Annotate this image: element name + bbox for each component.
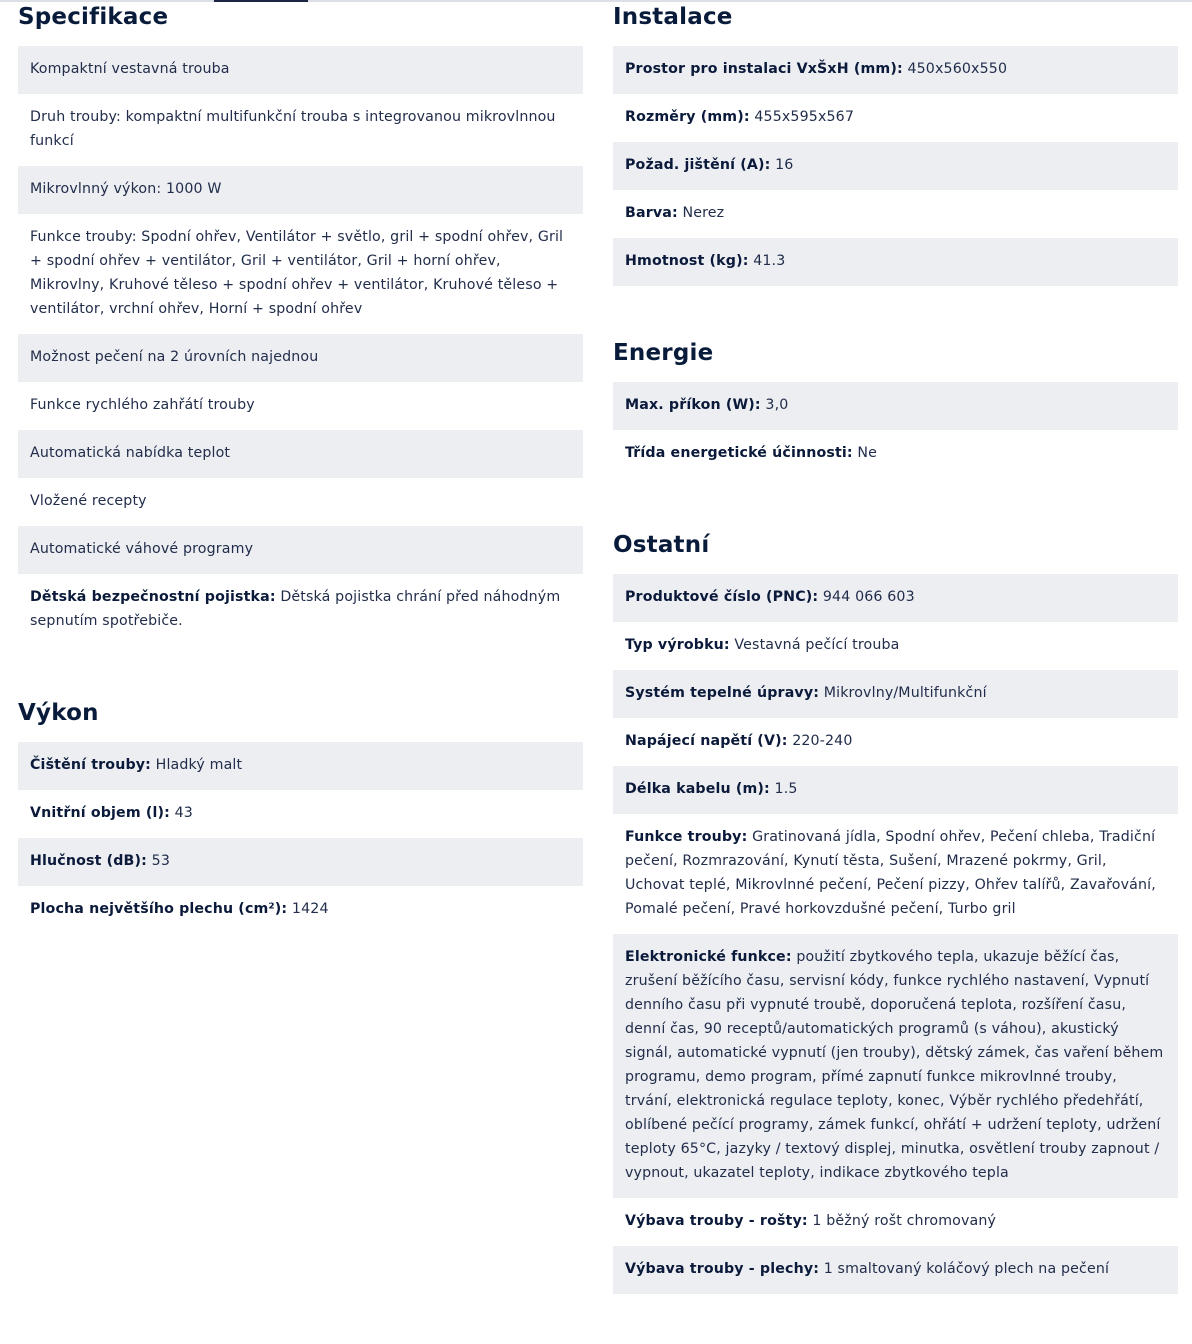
spec-label: Požad. jištění (A): (625, 157, 771, 173)
spec-value: 53 (146, 853, 170, 869)
spec-row (18, 46, 583, 94)
spec-label: Plocha největšího plechu (cm²): (30, 901, 288, 917)
spec-row (18, 838, 583, 886)
spec-label: Rozměry (mm): (625, 109, 750, 125)
spec-row (613, 46, 1178, 94)
spec-row (613, 574, 1178, 622)
spec-label: Elektronické funkce: (625, 949, 792, 965)
spec-row (613, 430, 1178, 478)
spec-label: Napájecí napětí (V): (625, 733, 788, 749)
spec-label: Výbava trouby - plechy: (625, 1261, 820, 1277)
spec-label: Produktové číslo (PNC): (625, 589, 819, 605)
spec-list-ostatni (613, 574, 1178, 1294)
spec-label: Typ výrobku: (625, 637, 730, 653)
spec-row (613, 718, 1178, 766)
spec-value: Hladký malt (150, 757, 243, 773)
spec-value: Kompaktní vestavná trouba (30, 61, 230, 77)
spec-value: Vestavná pečící trouba (729, 637, 900, 653)
spec-value: Možnost pečení na 2 úrovních najednou (30, 349, 319, 365)
section-title-specifikace: Specifikace (18, 4, 169, 30)
section-title-vykon: Výkon (18, 700, 99, 726)
spec-row (18, 790, 583, 838)
spec-value: 3,0 (760, 397, 789, 413)
spec-row (613, 622, 1178, 670)
spec-value: Automatické váhové programy (30, 541, 254, 557)
spec-value: 16 (770, 157, 794, 173)
spec-value: 41.3 (748, 253, 786, 269)
spec-label: Hmotnost (kg): (625, 253, 749, 269)
spec-value: Mikrovlnný výkon: 1000 W (30, 181, 222, 197)
spec-row (613, 142, 1178, 190)
spec-label: Prostor pro instalaci VxŠxH (mm): (625, 61, 903, 77)
spec-label: Hlučnost (dB): (30, 853, 147, 869)
spec-value: 43 (169, 805, 193, 821)
spec-label: Max. příkon (W): (625, 397, 761, 413)
section-instalace (613, 0, 1178, 286)
spec-row (613, 190, 1178, 238)
spec-label: Třída energetické účinnosti: (625, 445, 853, 461)
spec-value: Funkce rychlého zahřátí trouby (30, 397, 255, 413)
right-column (613, 0, 1178, 1344)
spec-value: Druh trouby: kompaktní multifunkční trouba s integrovanou mikrovlnnou funkcí (30, 109, 556, 149)
spec-value: Gratinovaná jídla, Spodní ohřev, Pečení chleba, Tradiční pečení, Rozmrazování, Kynutí těsta, Sušení, Mrazené pokrmy, Gril, Uchovat teplé, Mikrovlnné pečení, Pečení pizzy, Ohřev talířů, Zavařování, Pomalé pečení, Pravé horkovzdušné pečení, Turbo gril (625, 829, 1156, 917)
spec-list-energie (613, 382, 1178, 478)
spec-row (613, 814, 1178, 934)
spec-row (613, 670, 1178, 718)
spec-value: 1.5 (769, 781, 798, 797)
section-specifikace (18, 0, 583, 646)
spec-row (18, 382, 583, 430)
spec-row (18, 214, 583, 334)
spec-label: Délka kabelu (m): (625, 781, 770, 797)
section-ostatni (613, 528, 1178, 1294)
spec-row (18, 478, 583, 526)
spec-row (18, 742, 583, 790)
spec-label: Dětská bezpečnostní pojistka: (30, 589, 276, 605)
spec-row (18, 166, 583, 214)
spec-row (18, 94, 583, 166)
spec-value: 1424 (287, 901, 329, 917)
spec-label: Výbava trouby - rošty: (625, 1213, 808, 1229)
spec-value: 450x560x550 (902, 61, 1008, 77)
spec-list-specifikace (18, 46, 583, 646)
spec-list-vykon (18, 742, 583, 934)
spec-value: 220-240 (787, 733, 853, 749)
spec-row (613, 766, 1178, 814)
spec-label: Barva: (625, 205, 678, 221)
spec-value: Vložené recepty (30, 493, 147, 509)
spec-value: 1 smaltovaný koláčový plech na pečení (819, 1261, 1110, 1277)
spec-row (613, 238, 1178, 286)
spec-row (613, 1246, 1178, 1294)
spec-label: Čištění trouby: (30, 757, 151, 773)
spec-row (18, 526, 583, 574)
spec-value: použití zbytkového tepla, ukazuje běžící čas, zrušení běžícího času, servisní kódy, funkce rychlého nastavení, Vypnutí denního času při vypnuté troubě, doporučená teplota, rozšíření času, denní čas, 90 receptů/automatických programů (s váhou), akustický signál, automatické vypnutí (jen trouby), dětský zámek, čas vaření během programu, demo program, přímé zapnutí funkce mikrovlnné trouby, trvání, elektronická regulace teploty, konec, Výběr rychlého předehřátí, oblíbené pečící programy, zámek funkcí, ohřátí + udržení teploty, udržení teploty 65°C, jazyky / textový displej, minutka, osvětlení trouby zapnout / vypnout, ukazatel teploty, indikace zbytkového tepla (625, 949, 1164, 1181)
spec-row (613, 934, 1178, 1198)
spec-row (18, 430, 583, 478)
section-title-ostatni: Ostatní (613, 532, 710, 558)
spec-row (613, 1198, 1178, 1246)
spec-list-instalace (613, 46, 1178, 286)
left-column (18, 0, 583, 984)
section-title-energie: Energie (613, 340, 714, 366)
spec-row (613, 94, 1178, 142)
spec-row (613, 382, 1178, 430)
spec-value: 1 běžný rošt chromovaný (807, 1213, 997, 1229)
spec-value: Mikrovlny/Multifunkční (819, 685, 987, 701)
spec-row (18, 334, 583, 382)
section-vykon (18, 696, 583, 934)
spec-value: Nerez (677, 205, 725, 221)
section-title-instalace: Instalace (613, 4, 733, 30)
spec-row (18, 574, 583, 646)
spec-value: Ne (852, 445, 878, 461)
spec-value: 944 066 603 (818, 589, 915, 605)
section-energie (613, 336, 1178, 478)
spec-value: 455x595x567 (749, 109, 855, 125)
spec-row (18, 886, 583, 934)
spec-label: Systém tepelné úpravy: (625, 685, 820, 701)
spec-value: Dětská pojistka chrání před náhodným sepnutím spotřebiče. (30, 589, 561, 629)
spec-value: Funkce trouby: Spodní ohřev, Ventilátor + světlo, gril + spodní ohřev, Gril + spodní ohřev + ventilátor, Gril + ventilátor, Gril + horní ohřev, Mikrovlny, Kruhové těleso + spodní ohřev + ventilátor, Kruhové těleso + ventilátor, vrchní ohřev, Horní + spodní ohřev (30, 229, 564, 317)
spec-value: Automatická nabídka teplot (30, 445, 231, 461)
spec-label: Vnitřní objem (l): (30, 805, 170, 821)
spec-label: Funkce trouby: (625, 829, 748, 845)
